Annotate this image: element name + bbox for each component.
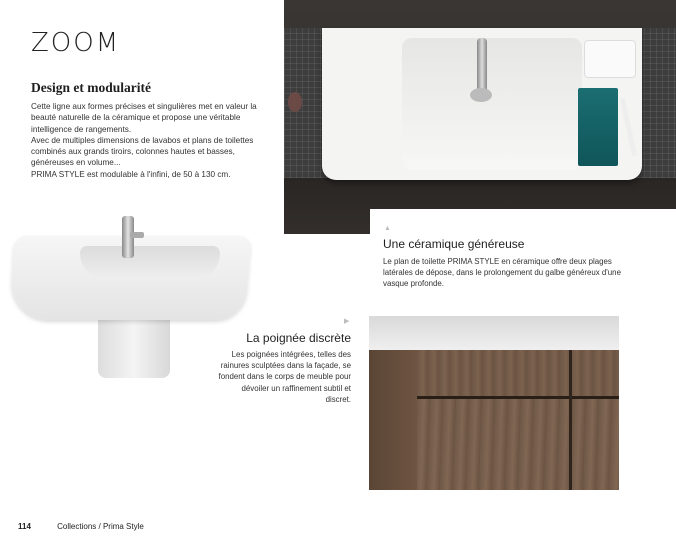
design-text xyxy=(31,101,261,180)
footer-section: Collections / Prima Style xyxy=(57,522,144,531)
ceramic-basin-top xyxy=(322,28,642,180)
page-footer xyxy=(18,522,144,531)
page-number: 114 xyxy=(18,522,31,531)
poignee-heading: La poignée discrète xyxy=(246,331,351,345)
cabinet-side xyxy=(369,350,417,490)
ceramique-text: Le plan de toilette PRIMA STYLE en céramique offre deux plages latérales de dépose, dans le prolongement du galbe généreux d'une vasque profonde. xyxy=(383,257,621,289)
poignee-text: Les poignées intégrées, telles des rainures sculptées dans la façade, se fondent dans le corps de meuble pour dévoiler un raffinement subtil et discret. xyxy=(218,350,351,404)
triangle-right-icon: ▶ xyxy=(344,318,350,325)
bottom-drawer xyxy=(417,399,619,490)
caption-backdrop xyxy=(370,209,676,234)
sink-spout xyxy=(130,232,144,238)
decor-object xyxy=(288,92,302,112)
towel xyxy=(578,88,618,166)
page-title: ZOOM xyxy=(31,28,121,58)
ceramique-heading: Une céramique généreuse xyxy=(383,237,525,251)
triangle-up-icon: ▲ xyxy=(384,225,391,232)
sink-photo xyxy=(10,212,250,382)
design-paragraph-1: Cette ligne aux formes précises et singulières met en valeur la beauté naturelle de la céramique et propose une véritable intelligence de rangements. xyxy=(31,102,257,134)
countertop-photo xyxy=(284,0,676,234)
design-paragraph-2: Avec de multiples dimensions de lavabos et plans de toilettes combinés aux grands tiroirs, colonnes hautes et basses, généreuses en volume... xyxy=(31,135,254,168)
design-heading: Design et modularité xyxy=(31,80,151,95)
drawer-split xyxy=(569,350,572,490)
faucet-icon xyxy=(477,38,487,94)
faucet-head xyxy=(470,88,492,102)
ceramic-edge xyxy=(369,316,619,350)
soap-box xyxy=(584,40,636,78)
sink-bowl xyxy=(80,246,220,280)
basin-well xyxy=(402,38,582,170)
wood-drawer-photo xyxy=(369,316,619,490)
design-paragraph-3: PRIMA STYLE est modulable à l'infini, de 50 à 130 cm. xyxy=(31,169,231,179)
toothbrush xyxy=(620,98,637,156)
top-drawer xyxy=(417,350,619,399)
